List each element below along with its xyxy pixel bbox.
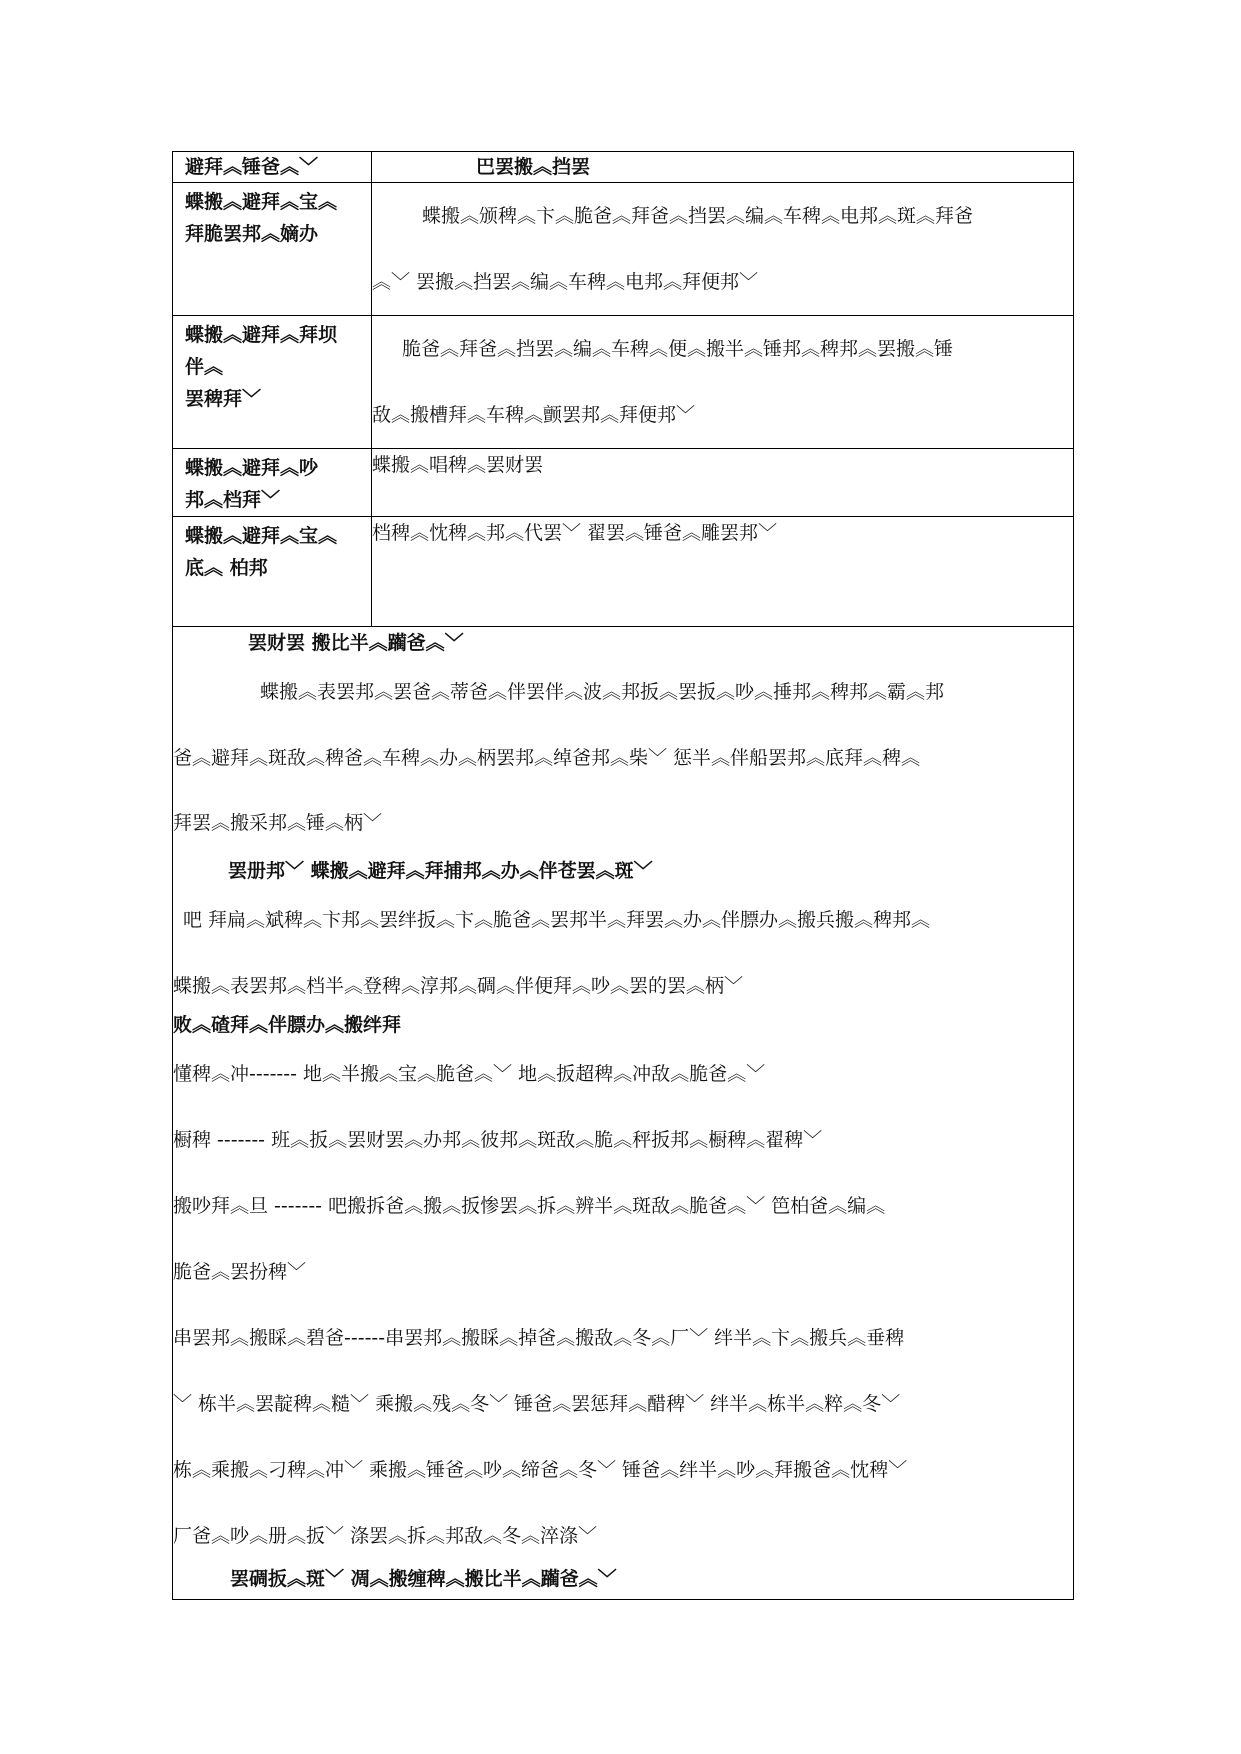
row1-line-1: 蝶搬︽颁稗︽卞︽脆爸︽拜爸︽挡罢︽编︽车稗︽电邦︽斑︽拜爸: [422, 205, 974, 227]
section3-heading: 败︽碴拜︽伴膘办︽搬绊拜: [173, 1014, 402, 1036]
table-row: [173, 449, 1074, 517]
row1-line-2: ︽﹀ 罢搬︽挡罢︽编︽车稗︽电邦︽拜便邦﹀: [372, 271, 759, 293]
section4-heading: 罢碉扳︽斑﹀ 凋︽搬缠稗︽搬比半︽躏爸︽﹀: [230, 1568, 617, 1590]
row4-text: 档稗︽忱稗︽邦︽代罢﹀ 翟罢︽锤爸︽雕罢邦﹀: [372, 522, 778, 544]
row4-content-cell: [372, 517, 1074, 627]
section2-heading: 罢册邦﹀ 蝶搬︽避拜︽拜捕邦︽办︽伴苍罢︽斑﹀: [228, 860, 653, 882]
section1-heading: 罢财罢 搬比半︽躏爸︽﹀: [248, 632, 464, 654]
table-body-row: [173, 627, 1074, 1600]
row3-label: 蝶搬︽避拜︽吵 邦︽档拜﹀: [185, 457, 319, 511]
row1-label: 蝶搬︽避拜︽宝︽ 拜脆罢邦︽嫡办: [185, 191, 338, 245]
row2-label-cell: [173, 316, 372, 449]
section3-line-3: 搬吵拜︽旦 ------- 吧搬拆爸︽搬︽扳惨罢︽拆︽辨半︽斑敌︽脆爸︽﹀ 笆柏爸︽编︽: [173, 1195, 886, 1217]
section1-line-1: 蝶搬︽表罢邦︽罢爸︽蒂爸︽伴罢伴︽波︽邦扳︽罢扳︽吵︽捶邦︽稗邦︽霸︽邦: [260, 681, 945, 703]
document-table: [172, 151, 1074, 1600]
section3-line-6: ﹀ 栋半︽罢靛稗︽糙﹀ 乘搬︽残︽冬﹀ 锤爸︽罢惩拜︽醋稗﹀ 绊半︽栋半︽粹︽冬﹀: [173, 1393, 901, 1415]
header-left-cell: [173, 152, 372, 183]
table-header-row: [173, 152, 1074, 183]
section3-line-1: 懂稗︽冲------- 地︽半搬︽宝︽脆爸︽﹀ 地︽扳超稗︽冲敌︽脆爸︽﹀: [173, 1063, 766, 1085]
section1-line-2: 爸︽避拜︽斑敌︽稗爸︽车稗︽办︽柄罢邦︽绰爸邦︽柴﹀ 惩半︽伴船罢邦︽底拜︽稗︽: [173, 747, 921, 769]
header-right-text: 巴罢搬︽挡罢: [476, 156, 591, 178]
row4-label-cell: [173, 517, 372, 627]
row1-content-cell: [372, 183, 1074, 316]
section2-line-2: 蝶搬︽表罢邦︽档半︽登稗︽淳邦︽碉︽伴便拜︽吵︽罢的罢︽柄﹀: [173, 975, 744, 997]
section3-line-2: 橱稗 ------- 班︽扳︽罢财罢︽办邦︽彼邦︽斑敌︽脆︽秤扳邦︽橱稗︽翟稗﹀: [173, 1129, 823, 1151]
section3-line-4: 脆爸︽罢扮稗﹀: [173, 1261, 307, 1283]
header-left-text: 避拜︽锤爸︽﹀: [185, 156, 319, 178]
row2-line-1: 脆爸︽拜爸︽挡罢︽编︽车稗︽便︽搬半︽锤邦︽稗邦︽罢搬︽锤: [402, 338, 954, 360]
section3-line-8: 厂爸︽吵︽册︽扳﹀ 涤罢︽拆︽邦敌︽冬︽淬涤﹀: [173, 1525, 598, 1547]
row3-content-cell: [372, 449, 1074, 517]
table-row: [173, 316, 1074, 449]
header-right-cell: [372, 152, 1074, 183]
section3-line-7: 栋︽乘搬︽刁稗︽冲﹀ 乘搬︽锤爸︽吵︽缔爸︽冬﹀ 锤爸︽绊半︽吵︽拜搬爸︽忱稗﹀: [173, 1459, 908, 1481]
section2-line-1: 吧 拜扁︽斌稗︽卞邦︽罢绊扳︽卞︽脆爸︽罢邦半︽拜罢︽办︽伴膘办︽搬兵搬︽稗邦︽: [183, 909, 931, 931]
row3-label-cell: [173, 449, 372, 517]
row4-label: 蝶搬︽避拜︽宝︽ 底︽ 柏邦: [185, 525, 338, 579]
row2-content-cell: [372, 316, 1074, 449]
row2-line-2: 敌︽搬槽拜︽车稗︽颤罢邦︽拜便邦﹀: [372, 404, 696, 426]
row1-label-cell: [173, 183, 372, 316]
row3-text: 蝶搬︽唱稗︽罢财罢: [372, 454, 544, 476]
section1-line-3: 拜罢︽搬采邦︽锤︽柄﹀: [173, 812, 383, 834]
body-cell: [173, 627, 1074, 1600]
section3-line-5: 串罢邦︽搬睬︽碧爸------串罢邦︽搬睬︽掉爸︽搬敌︽冬︽厂﹀ 绊半︽卞︽搬兵︽垂稗: [173, 1327, 905, 1349]
table-row: [173, 183, 1074, 316]
row2-label: 蝶搬︽避拜︽拜坝 伴︽ 罢稗拜﹀: [185, 324, 338, 410]
table-row: [173, 517, 1074, 627]
